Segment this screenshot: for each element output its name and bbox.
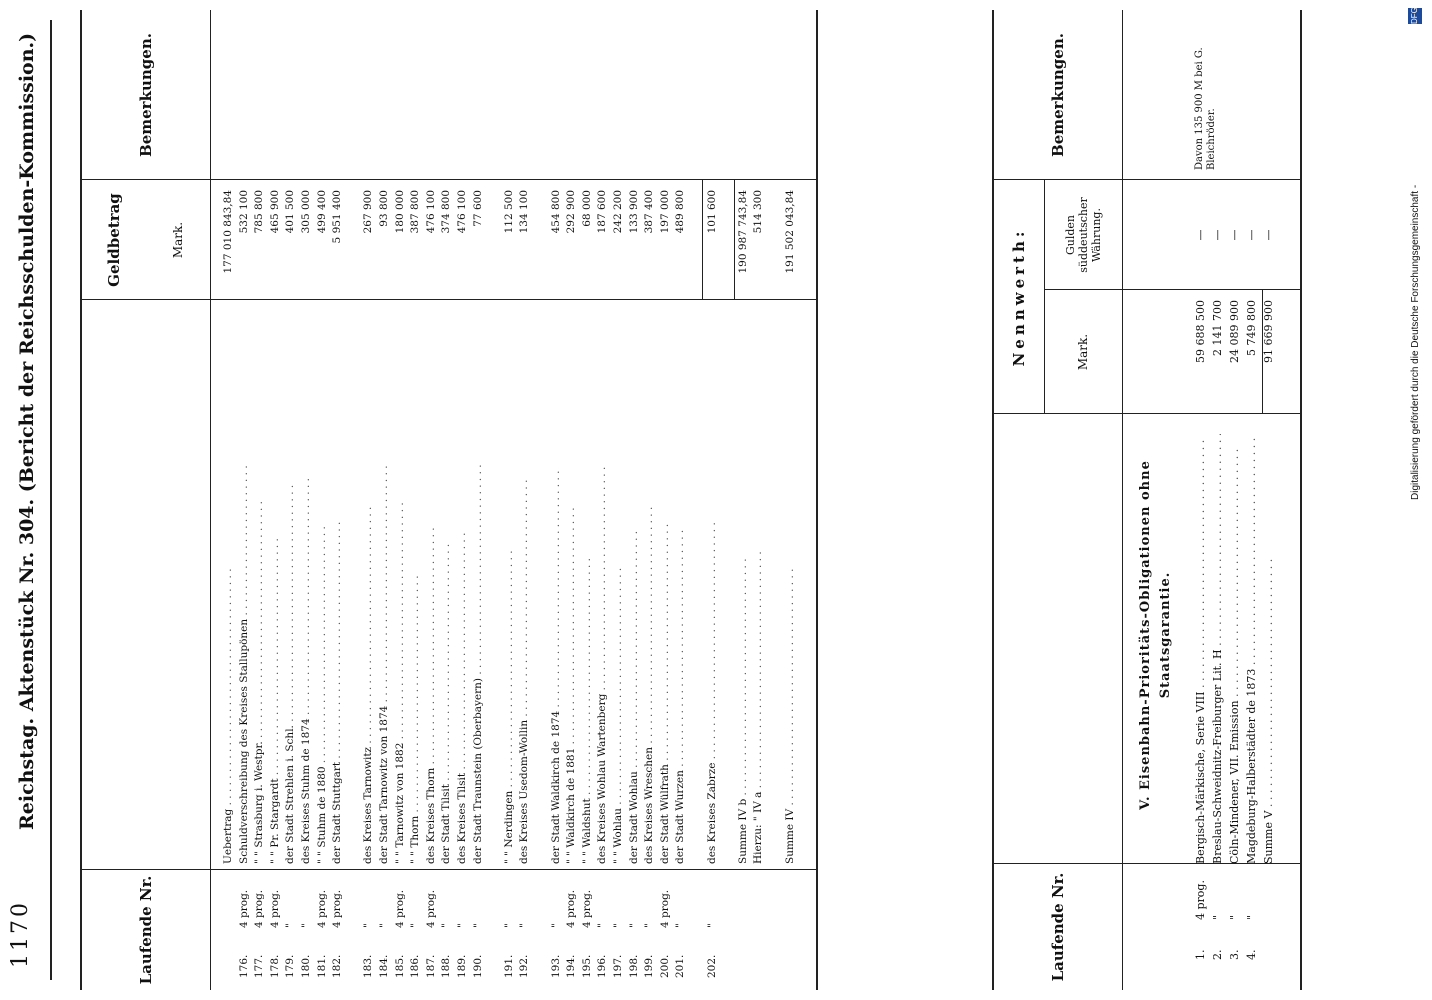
table-row [425, 10, 437, 990]
header-title: Reichstag. Aktenstück Nr. 304. (Bericht der Reichsschulden-Kommission.) [16, 32, 38, 830]
amount: 514 300 [752, 190, 765, 234]
interest-rate: " [643, 923, 656, 928]
sum-rule [702, 180, 703, 300]
amount: 401 500 [284, 190, 297, 234]
amount: 177 010 843,84 [222, 190, 234, 274]
row-number: 201. [674, 954, 687, 978]
row-number: 196. [596, 954, 609, 978]
row-number: 185. [393, 954, 406, 978]
table-row [1245, 10, 1259, 990]
schulden-table [80, 10, 818, 990]
table-row [378, 10, 390, 990]
table-row [581, 10, 593, 990]
interest-rate: " [440, 923, 453, 928]
description: des Kreises Zabrze . . . [706, 464, 718, 864]
description: der Stadt Tilsit . . . [440, 464, 452, 864]
description: " " Wohlau . . . [612, 464, 624, 864]
remark: Davon 135 900 M bei G. Bleichröder. [1194, 47, 1217, 170]
table-row [612, 10, 624, 990]
table-row [534, 10, 546, 990]
table-row [737, 10, 749, 990]
table-row [503, 10, 515, 990]
header-mark: Mark. [1076, 333, 1090, 371]
row-number: 1. [1194, 949, 1207, 960]
table-row [565, 10, 577, 990]
amount-mark: 91 669 900 [1262, 300, 1275, 363]
table-row [269, 10, 281, 990]
amount: 465 900 [268, 190, 281, 234]
table-row [440, 10, 452, 990]
page-header [6, 20, 52, 980]
header-mark: Mark. [171, 221, 185, 259]
amount: 190 987 743,84 [736, 190, 749, 274]
row-number: 179. [284, 954, 297, 978]
description: " " Stuhm de 1880 . . . [316, 464, 328, 864]
description: Cöln-Mindener, VII. Emission . . . [1228, 434, 1242, 864]
row-number: 197. [612, 954, 624, 978]
amount: 305 000 [300, 190, 312, 234]
header-nennwerth: Nennwerth: [1010, 227, 1028, 367]
description: Uebertrag . . . [222, 464, 234, 864]
amount: 499 400 [315, 190, 328, 234]
table-row [331, 10, 343, 990]
description: " " Waldshut . . . [581, 464, 593, 864]
description: des Kreises Wreschen . . . [643, 464, 655, 864]
description: " " Strasburg i. Westpr. . . . [253, 464, 265, 864]
interest-rate: 4 prog. [580, 889, 593, 928]
interest-rate: " [300, 923, 312, 928]
row-number: 195. [580, 954, 593, 978]
amount-mark: 59 688 500 [1194, 300, 1207, 363]
header-geldbetrag: Geldbetrag [105, 193, 123, 287]
interest-rate: " [409, 923, 422, 928]
table-row [347, 10, 359, 990]
row-number: 189. [456, 954, 468, 978]
description: des Kreises Thorn . . . [425, 464, 437, 864]
interest-rate: 4 prog. [253, 889, 266, 928]
amount: 187 600 [596, 190, 609, 234]
description: " " Nerdingen . . . [503, 464, 515, 864]
table-row [1262, 10, 1276, 990]
amount-gulden: — [1228, 229, 1241, 241]
amount-gulden: — [1245, 229, 1258, 241]
header-laufende-nr: Laufende Nr. [137, 875, 155, 985]
row-number: 202. [705, 954, 718, 978]
table-row [643, 10, 655, 990]
description: des Kreises Tarnowitz . . . [362, 464, 374, 864]
amount: 242 200 [612, 190, 624, 234]
amount: 134 100 [518, 190, 531, 234]
row-number: 4. [1245, 949, 1258, 960]
interest-rate: " [518, 923, 531, 928]
amount: 267 900 [362, 190, 375, 234]
description: Summe IV . . . [784, 464, 796, 864]
interest-rate: " [378, 923, 390, 928]
row-number: 187. [424, 954, 437, 978]
description: Magdeburg-Halberstädter de 1873 . . . [1245, 434, 1259, 864]
table-row [409, 10, 421, 990]
page-number: 1170 [8, 900, 33, 968]
table-row [596, 10, 608, 990]
amount: 77 600 [471, 190, 484, 227]
table-row [1211, 10, 1225, 990]
interest-rate: 4 prog. [237, 889, 250, 928]
row-number: 190. [471, 954, 484, 978]
interest-rate: " [1228, 914, 1241, 920]
interest-rate: " [596, 923, 609, 928]
row-number: 193. [549, 954, 562, 978]
table-row [721, 10, 733, 990]
description: der Stadt Wurzen . . . [674, 464, 686, 864]
amount: 68 000 [580, 190, 593, 227]
table-row [1194, 10, 1217, 990]
table-row [394, 10, 406, 990]
row-number: 180. [300, 954, 312, 978]
row-number: 198. [627, 954, 640, 978]
amount-mark: 24 089 900 [1228, 300, 1241, 363]
table-row [456, 10, 468, 990]
description: " " Tarnowitz von 1882 . . . [394, 464, 406, 864]
interest-rate: " [456, 923, 468, 928]
interest-rate: " [284, 923, 297, 928]
amount: 5 951 400 [331, 190, 344, 244]
description: des Kreises Tilsit . . . [456, 464, 468, 864]
amount: 387 400 [643, 190, 656, 234]
amount: 454 800 [549, 190, 562, 234]
description: Bergisch-Märkische, Serie VIII . . . [1194, 434, 1208, 864]
header-bemerkungen: Bemerkungen. [1049, 33, 1067, 157]
sum-rule [1262, 290, 1263, 414]
row-number: 177. [253, 954, 266, 978]
table-row [1228, 10, 1242, 990]
description: des Kreises Usedom-Wollin . . . [518, 464, 530, 864]
interest-rate: " [612, 923, 624, 928]
amount-gulden: — [1211, 229, 1224, 241]
header-subdivider [1044, 180, 1045, 414]
header-bemerkungen: Bemerkungen. [137, 33, 155, 157]
amount-gulden: — [1262, 229, 1275, 241]
interest-rate: " [549, 923, 562, 928]
row-number: 199. [643, 954, 656, 978]
interest-rate: 4 prog. [1194, 880, 1207, 920]
table-row [300, 10, 312, 990]
description: Hierzu: " IV a . . . [752, 464, 764, 864]
amount-gulden: — [1194, 229, 1207, 241]
amount: 476 100 [424, 190, 437, 234]
description: Summe IV b . . . [737, 464, 749, 864]
interest-rate: " [1211, 914, 1224, 920]
amount: 101 600 [705, 190, 718, 234]
dfg-logo: DFG [1408, 8, 1422, 24]
row-number: 182. [331, 954, 344, 978]
amount: 133 900 [627, 190, 640, 234]
header-divider [994, 10, 1123, 990]
digitization-credit: Digitalisierung gefördert durch die Deutsche Forschungsgemeinschaft - [1410, 184, 1421, 500]
table-row [706, 10, 718, 990]
row-number: 181. [315, 954, 328, 978]
interest-rate: " [705, 923, 718, 928]
table-row [284, 10, 296, 990]
description: der Stadt Wohlau . . . [628, 464, 640, 864]
row-number: 178. [268, 954, 281, 978]
header-gulden: Gulden süddeutscher Währung. [1063, 197, 1103, 273]
interest-rate: 4 prog. [565, 889, 578, 928]
amount: 785 800 [253, 190, 266, 234]
sum-rule [734, 180, 735, 300]
interest-rate: " [674, 923, 687, 928]
amount: 197 000 [658, 190, 671, 234]
table-row [768, 10, 780, 990]
amount: 476 100 [456, 190, 468, 234]
amount: 292 900 [565, 190, 578, 234]
row-number: 3. [1228, 949, 1241, 960]
row-number: 186. [409, 954, 422, 978]
row-number: 183. [362, 954, 375, 978]
table-row [659, 10, 671, 990]
row-number: 2. [1211, 949, 1224, 960]
interest-rate: " [362, 923, 375, 928]
description: der Stadt Waldkirch de 1874 . . . [550, 464, 562, 864]
description: der Stadt Wülfrath . . . [659, 464, 671, 864]
table-row [674, 10, 686, 990]
amount: 112 500 [502, 190, 515, 234]
table-row [472, 10, 484, 990]
table-row [784, 10, 796, 990]
interest-rate: " [502, 923, 515, 928]
row-number: 192. [518, 954, 531, 978]
table-row [518, 10, 530, 990]
amount: 191 502 043,84 [783, 190, 796, 274]
table-row [316, 10, 328, 990]
table-row [222, 10, 234, 990]
description: der Stadt Traunstein (Oberbayern) . . . [472, 464, 484, 864]
table-row [238, 10, 250, 990]
interest-rate: 4 prog. [424, 889, 437, 928]
amount: 374 800 [440, 190, 453, 234]
amount: 387 800 [409, 190, 422, 234]
interest-rate: 4 prog. [315, 889, 328, 928]
amount-mark: 2 141 700 [1211, 300, 1224, 356]
table-row [487, 10, 499, 990]
row-number: 191. [502, 954, 515, 978]
description: der Stadt Strehlen i. Schl. . . . [284, 464, 296, 864]
interest-rate: " [627, 923, 640, 928]
description: des Kreises Wohlau Wartenberg . . . [596, 464, 608, 864]
row-number: 184. [378, 954, 390, 978]
interest-rate: 4 prog. [331, 889, 344, 928]
description: Schuldverschreibung des Kreises Stallupönen . . . [238, 464, 250, 864]
amount: 93 800 [378, 190, 390, 227]
interest-rate: " [471, 923, 484, 928]
table-row [362, 10, 374, 990]
description: der Stadt Stuttgart . . . [331, 464, 343, 864]
interest-rate: 4 prog. [393, 889, 406, 928]
amount: 489 800 [674, 190, 687, 234]
description: des Kreises Stuhm de 1874 . . . [300, 464, 312, 864]
table-row [752, 10, 764, 990]
description: " " Waldkirch de 1881 . . . [565, 464, 577, 864]
section-title: V. Eisenbahn-Prioritäts-Obligationen ohne Staatsgarantie. [1138, 460, 1173, 810]
table-row [628, 10, 640, 990]
header-laufende-nr: Laufende Nr. [1049, 872, 1067, 982]
description: " " Pr. Stargardt . . . [269, 464, 281, 864]
amount-mark: 5 749 800 [1245, 300, 1258, 356]
interest-rate: 4 prog. [658, 889, 671, 928]
interest-rate: 4 prog. [268, 889, 281, 928]
interest-rate: " [1245, 914, 1258, 920]
eisenbahn-table [992, 10, 1302, 990]
row-number: 194. [565, 954, 578, 978]
description: Breslau-Schweidnitz-Freiburger Lit. H . . . [1211, 434, 1225, 864]
description: der Stadt Tarnowitz von 1874 . . . [378, 464, 390, 864]
description: " " Thorn . . . [409, 464, 421, 864]
row-number: 188. [440, 954, 453, 978]
amount: 180 000 [393, 190, 406, 234]
table-row [253, 10, 265, 990]
table-row [550, 10, 562, 990]
table-row [690, 10, 702, 990]
description: Summe V . . . [1262, 434, 1276, 864]
header-divider [82, 10, 211, 990]
row-number: 176. [237, 954, 250, 978]
amount: 532 100 [237, 190, 250, 234]
row-number: 200. [658, 954, 671, 978]
